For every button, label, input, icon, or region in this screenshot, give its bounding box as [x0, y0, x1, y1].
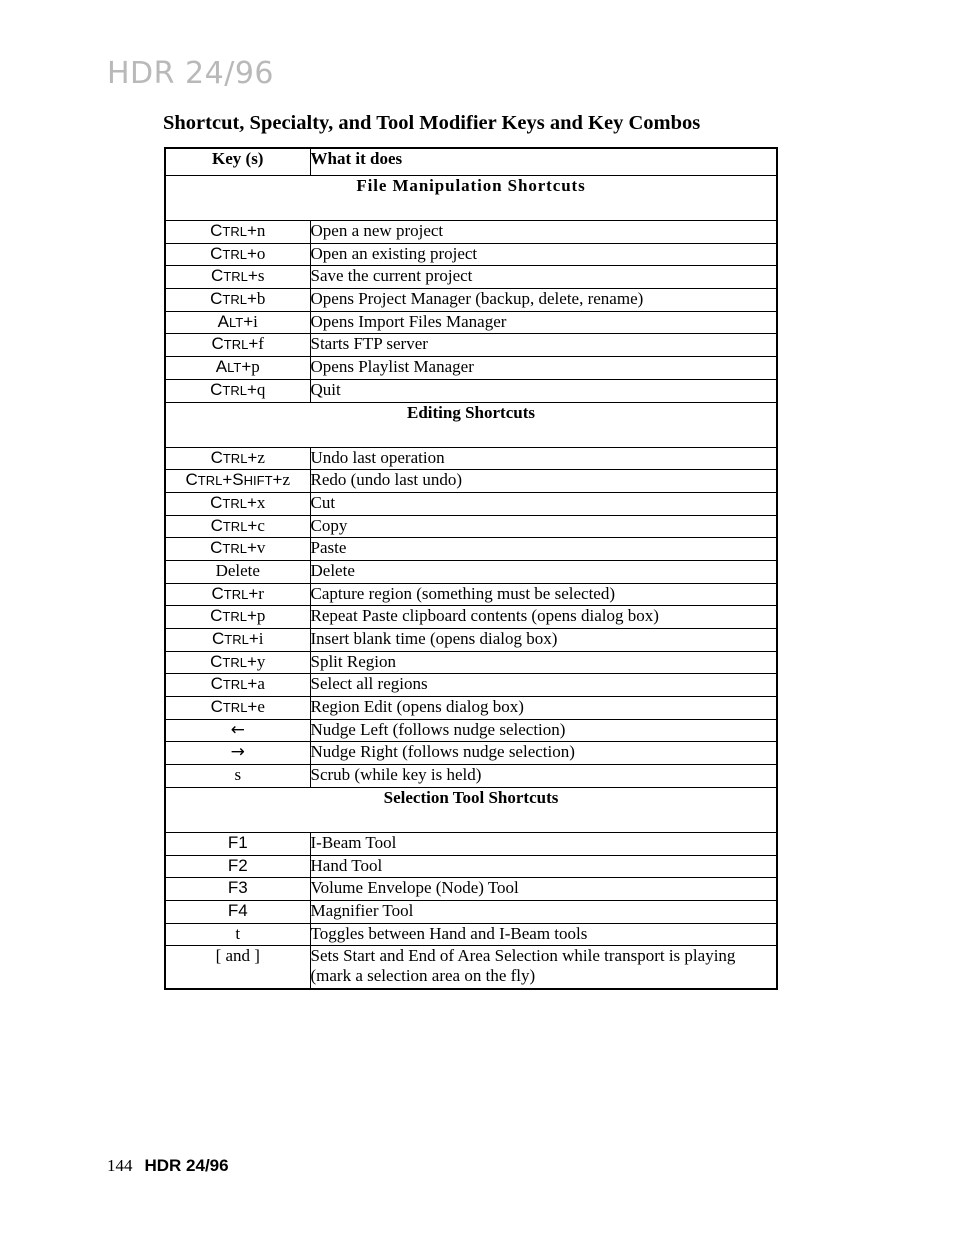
- table-row: [165, 560, 777, 583]
- table-body: [165, 176, 777, 990]
- table-row: [165, 379, 777, 402]
- table-row: [165, 334, 777, 357]
- table-row: [165, 492, 777, 515]
- shortcut-key: CTRL+y: [165, 651, 310, 674]
- table-row: [165, 832, 777, 855]
- table-row: [165, 447, 777, 470]
- column-header-description: What it does: [310, 148, 777, 176]
- shortcut-description: Nudge Left (follows nudge selection): [310, 719, 777, 742]
- shortcut-description: Opens Playlist Manager: [310, 357, 777, 380]
- shortcut-description: Open an existing project: [310, 243, 777, 266]
- shortcut-description: Redo (undo last undo): [310, 470, 777, 493]
- shortcut-key: ALT+p: [165, 357, 310, 380]
- table-row: [165, 470, 777, 493]
- table-row: [165, 311, 777, 334]
- shortcut-description: Starts FTP server: [310, 334, 777, 357]
- shortcut-description: Open a new project: [310, 221, 777, 244]
- table-row: [165, 900, 777, 923]
- table-row: [165, 946, 777, 990]
- shortcut-description: Delete: [310, 560, 777, 583]
- shortcut-key: CTRL+z: [165, 447, 310, 470]
- shortcut-key: [165, 719, 310, 742]
- shortcut-description: Sets Start and End of Area Selection while transport is playing (mark a selection area on the fly): [310, 946, 777, 990]
- shortcut-key: CTRL+f: [165, 334, 310, 357]
- arrow-right-icon: →: [230, 742, 245, 763]
- table-row: [165, 742, 777, 765]
- table-row: [165, 855, 777, 878]
- shortcut-description: Opens Import Files Manager: [310, 311, 777, 334]
- shortcut-description: Repeat Paste clipboard contents (opens dialog box): [310, 606, 777, 629]
- section-header-row: [165, 402, 777, 447]
- shortcut-description: I-Beam Tool: [310, 832, 777, 855]
- table-row: [165, 923, 777, 946]
- shortcut-key: CTRL+x: [165, 492, 310, 515]
- table-row: [165, 878, 777, 901]
- shortcut-key: ALT+i: [165, 311, 310, 334]
- shortcut-key: CTRL+q: [165, 379, 310, 402]
- shortcut-key: F2: [165, 855, 310, 878]
- arrow-left-icon: ←: [230, 719, 245, 740]
- table-header-row: [165, 148, 777, 176]
- table-row: [165, 357, 777, 380]
- table-row: [165, 515, 777, 538]
- table-row: [165, 583, 777, 606]
- table-row: [165, 243, 777, 266]
- shortcut-description: Hand Tool: [310, 855, 777, 878]
- shortcut-key: CTRL+e: [165, 697, 310, 720]
- shortcut-description: Quit: [310, 379, 777, 402]
- section-header: File Manipulation Shortcuts: [165, 176, 777, 221]
- shortcut-description: Scrub (while key is held): [310, 765, 777, 788]
- shortcut-description: Cut: [310, 492, 777, 515]
- shortcut-key: CTRL+a: [165, 674, 310, 697]
- shortcut-key: [ and ]: [165, 946, 310, 990]
- shortcut-key: CTRL+i: [165, 629, 310, 652]
- table-row: [165, 674, 777, 697]
- shortcut-key: F3: [165, 878, 310, 901]
- table-row: [165, 719, 777, 742]
- shortcut-description: Select all regions: [310, 674, 777, 697]
- shortcut-key: CTRL+s: [165, 266, 310, 289]
- shortcut-description: Opens Project Manager (backup, delete, rename): [310, 289, 777, 312]
- page-footer: [107, 1156, 229, 1176]
- section-header-row: [165, 176, 777, 221]
- table-row: [165, 697, 777, 720]
- shortcut-description: Nudge Right (follows nudge selection): [310, 742, 777, 765]
- shortcut-table: [164, 147, 778, 990]
- footer-product-name: HDR 24/96: [144, 1156, 229, 1175]
- table-row: [165, 651, 777, 674]
- table-row: [165, 538, 777, 561]
- table-row: [165, 629, 777, 652]
- shortcut-description: Split Region: [310, 651, 777, 674]
- table-row: [165, 606, 777, 629]
- shortcut-key: CTRL+n: [165, 221, 310, 244]
- column-header-key: Key (s): [165, 148, 310, 176]
- running-header-title: HDR 24/96: [107, 56, 274, 91]
- shortcut-description: Magnifier Tool: [310, 900, 777, 923]
- shortcut-key: CTRL+v: [165, 538, 310, 561]
- table-row: [165, 221, 777, 244]
- shortcut-key: CTRL+p: [165, 606, 310, 629]
- shortcut-description: Capture region (something must be selected): [310, 583, 777, 606]
- section-header: Editing Shortcuts: [165, 402, 777, 447]
- table-row: [165, 289, 777, 312]
- table-row: [165, 266, 777, 289]
- shortcut-key: F1: [165, 832, 310, 855]
- section-header: Selection Tool Shortcuts: [165, 787, 777, 832]
- shortcut-description: Copy: [310, 515, 777, 538]
- shortcut-description: Undo last operation: [310, 447, 777, 470]
- shortcut-description: Region Edit (opens dialog box): [310, 697, 777, 720]
- table-row: [165, 765, 777, 788]
- shortcut-description: Volume Envelope (Node) Tool: [310, 878, 777, 901]
- shortcut-key: t: [165, 923, 310, 946]
- shortcut-key: s: [165, 765, 310, 788]
- shortcut-key: CTRL+SHIFT+z: [165, 470, 310, 493]
- shortcut-key: CTRL+r: [165, 583, 310, 606]
- page-number: 144: [107, 1156, 133, 1175]
- section-title: Shortcut, Specialty, and Tool Modifier Keys and Key Combos: [163, 112, 701, 134]
- shortcut-description: Insert blank time (opens dialog box): [310, 629, 777, 652]
- shortcut-description: Paste: [310, 538, 777, 561]
- shortcut-key: CTRL+o: [165, 243, 310, 266]
- section-header-row: [165, 787, 777, 832]
- shortcut-key: Delete: [165, 560, 310, 583]
- shortcut-key: CTRL+c: [165, 515, 310, 538]
- shortcut-key: [165, 742, 310, 765]
- shortcut-description: Save the current project: [310, 266, 777, 289]
- shortcut-key: F4: [165, 900, 310, 923]
- shortcut-description: Toggles between Hand and I-Beam tools: [310, 923, 777, 946]
- shortcut-key: CTRL+b: [165, 289, 310, 312]
